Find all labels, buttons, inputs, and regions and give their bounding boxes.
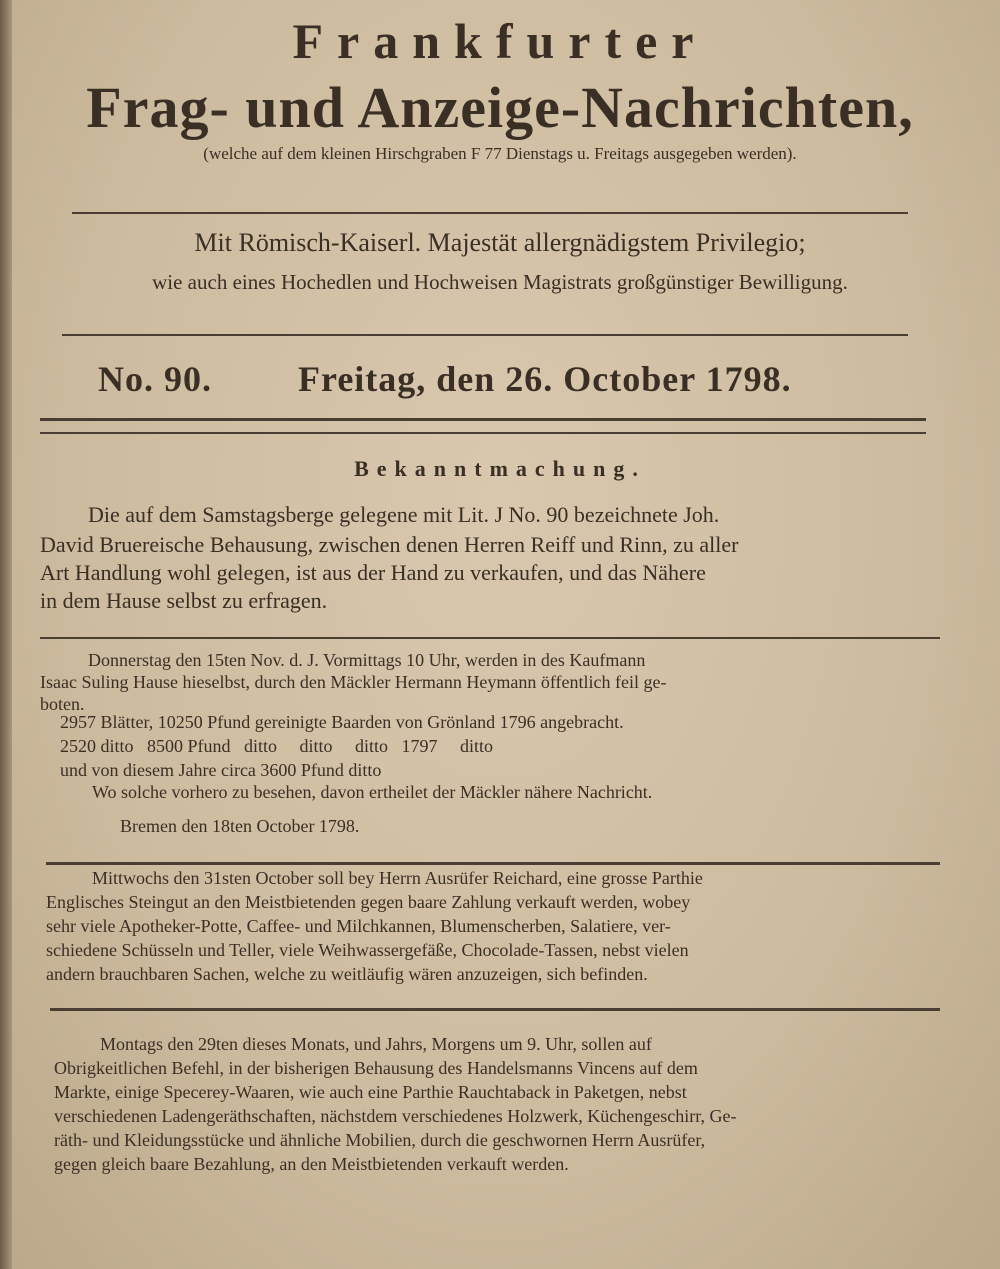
issue-number: No. 90.: [98, 359, 212, 399]
notice-line: Markte, einige Specerey-Waaren, wie auch eine Parthie Rauchtaback in Paketgen, nebst: [54, 1082, 687, 1102]
divider: [62, 334, 908, 336]
masthead-subtitle: (welche auf dem kleinen Hirschgraben F 77 Dienstags u. Freitags ausgegeben werden).: [203, 144, 797, 163]
divider: [46, 862, 940, 865]
notice-line: und von diesem Jahre circa 3600 Pfund ditto: [60, 760, 382, 780]
notice-line: boten.: [40, 694, 85, 714]
notice-line: Die auf dem Samstagsberge gelegene mit Lit. J No. 90 bezeichnete Joh.: [88, 502, 720, 527]
privilege-line-1: Mit Römisch-Kaiserl. Majestät allergnädigstem Privilegio;: [194, 228, 806, 257]
notice-line: verschiedenen Ladengeräthschaften, nächstdem verschiedenes Holzwerk, Küchengeschirr, Ge-: [54, 1106, 737, 1126]
divider: [72, 212, 908, 214]
divider: [40, 637, 940, 639]
privilege-line-2: wie auch eines Hochedlen und Hochweisen Magistrats großgünstiger Bewilligung.: [152, 270, 848, 294]
notice-line: Obrigkeitlichen Befehl, in der bisherigen Behausung des Handelsmanns Vincens auf dem: [54, 1058, 698, 1078]
notice-line: andern brauchbaren Sachen, welche zu weitläufig wären anzuzeigen, sich befinden.: [46, 964, 648, 984]
notice-line: Montags den 29ten dieses Monats, und Jahrs, Morgens um 9. Uhr, sollen auf: [100, 1034, 652, 1054]
notice-line: Mittwochs den 31sten October soll bey Herrn Ausrüfer Reichard, eine grosse Parthie: [92, 868, 703, 888]
notice-line: Englisches Steingut an den Meistbietenden gegen baare Zahlung verkauft werden, wobey: [46, 892, 691, 912]
notice-line: räth- und Kleidungsstücke und ähnliche Mobilien, durch die geschwornen Herrn Ausrüfer,: [54, 1130, 706, 1150]
notice-line: 2520 ditto 8500 Pfund ditto ditto ditto 1797 ditto: [60, 736, 494, 756]
masthead-title-line2: Frag- und Anzeige-Nachrichten,: [86, 75, 914, 140]
page-binding-edge: [0, 0, 12, 1269]
divider: [50, 1008, 940, 1011]
notice-line: Isaac Suling Hause hieselbst, durch den Mäckler Hermann Heymann öffentlich feil ge-: [40, 672, 667, 692]
notice-line: in dem Hause selbst zu erfragen.: [40, 588, 328, 613]
notice-line: schiedene Schüsseln und Teller, viele Weihwassergefäße, Chocolade-Tassen, nebst vielen: [46, 940, 689, 960]
double-divider-bottom: [40, 432, 926, 434]
notice-line: Donnerstag den 15ten Nov. d. J. Vormittags 10 Uhr, werden in des Kaufmann: [88, 650, 646, 670]
notice-line: David Bruereische Behausung, zwischen denen Herren Reiff und Rinn, zu aller: [40, 532, 739, 557]
notice-line: Bremen den 18ten October 1798.: [120, 816, 360, 836]
issue-date: Freitag, den 26. October 1798.: [298, 359, 792, 399]
notice-line: Wo solche vorhero zu besehen, davon ertheilet der Mäckler nähere Nachricht.: [92, 782, 653, 802]
notice-line: 2957 Blätter, 10250 Pfund gereinigte Baarden von Grönland 1796 angebracht.: [60, 712, 624, 732]
notice-line: Art Handlung wohl gelegen, ist aus der Hand zu verkaufen, und das Nähere: [40, 560, 706, 585]
notice-line: gegen gleich baare Bezahlung, an den Meistbietenden verkauft werden.: [54, 1154, 569, 1174]
notice-line: sehr viele Apotheker-Potte, Caffee- und Milchkannen, Blumenscherben, Salatiere, ver-: [46, 916, 671, 936]
masthead-title-line1: Frankfurter: [292, 13, 708, 69]
double-divider-top: [40, 418, 926, 421]
notice-heading: Bekanntmachung.: [354, 456, 646, 481]
